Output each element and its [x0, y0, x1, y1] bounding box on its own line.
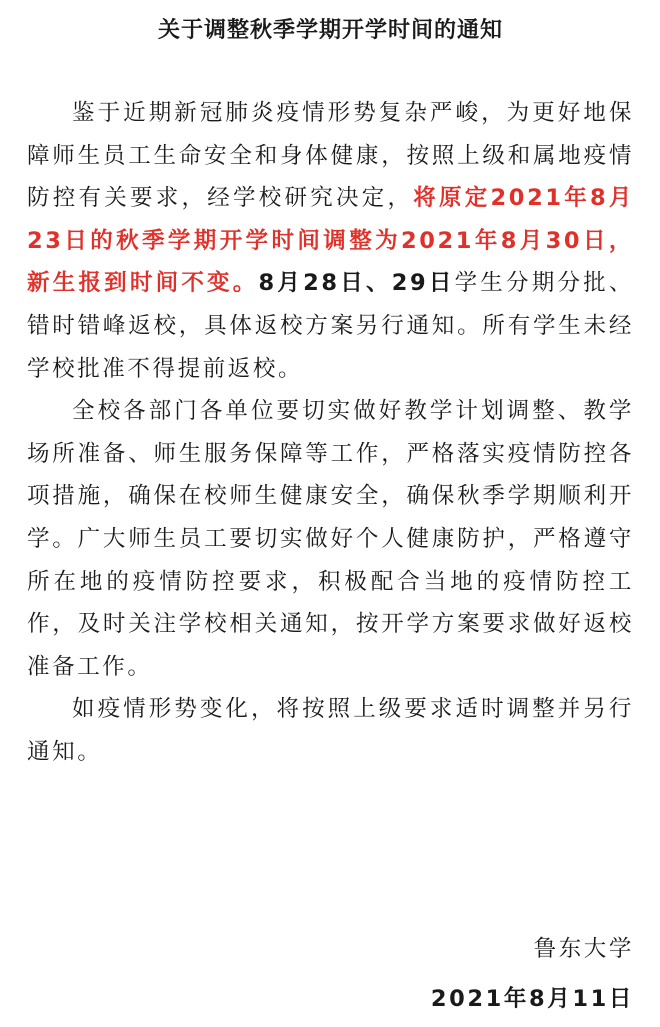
- paragraph-1-text: 鉴于近期新冠肺炎疫情形势复杂严峻，为更好地保障师生员工生命安全和身体健康，按照上级和属地疫情防控有关要求，经学校研究决定，: [27, 100, 634, 212]
- signature-date: 2021年8月11日: [430, 986, 634, 1012]
- notice-title: 关于调整秋季学期开学时间的通知: [157, 18, 503, 43]
- paragraph-2: 全校各部门各单位要切实做好教学计划调整、教学场所准备、师生服务保障等工作，严格落实疫情防控各项措施，确保在校师生健康安全，确保秋季学期顺利开学。广大师生员工要切实做好个人健康防护，严格遵守所在地的疫情防控要求，积极配合当地的疫情防控工作，及时关注学校相关通知，按开学方案要求做好返校准备工作。: [27, 398, 634, 680]
- paragraph-3: 如疫情形势变化，将按照上级要求适时调整并另行通知。: [27, 696, 634, 765]
- paragraph-1: [27, 92, 634, 390]
- paragraph-1-text-cont: 学生分期分批、错时错峰返校，具体返校方案另行通知。所有学生未经学校批准不得提前返校。: [27, 270, 635, 382]
- return-dates: 8月28日、29日: [258, 270, 455, 297]
- highlight-date-change: 将原定2021年8月23日的秋季学期开学时间调整为2021年8月30日，新生报到时间不变。: [27, 185, 634, 297]
- signature-org: 鲁东大学: [533, 936, 634, 962]
